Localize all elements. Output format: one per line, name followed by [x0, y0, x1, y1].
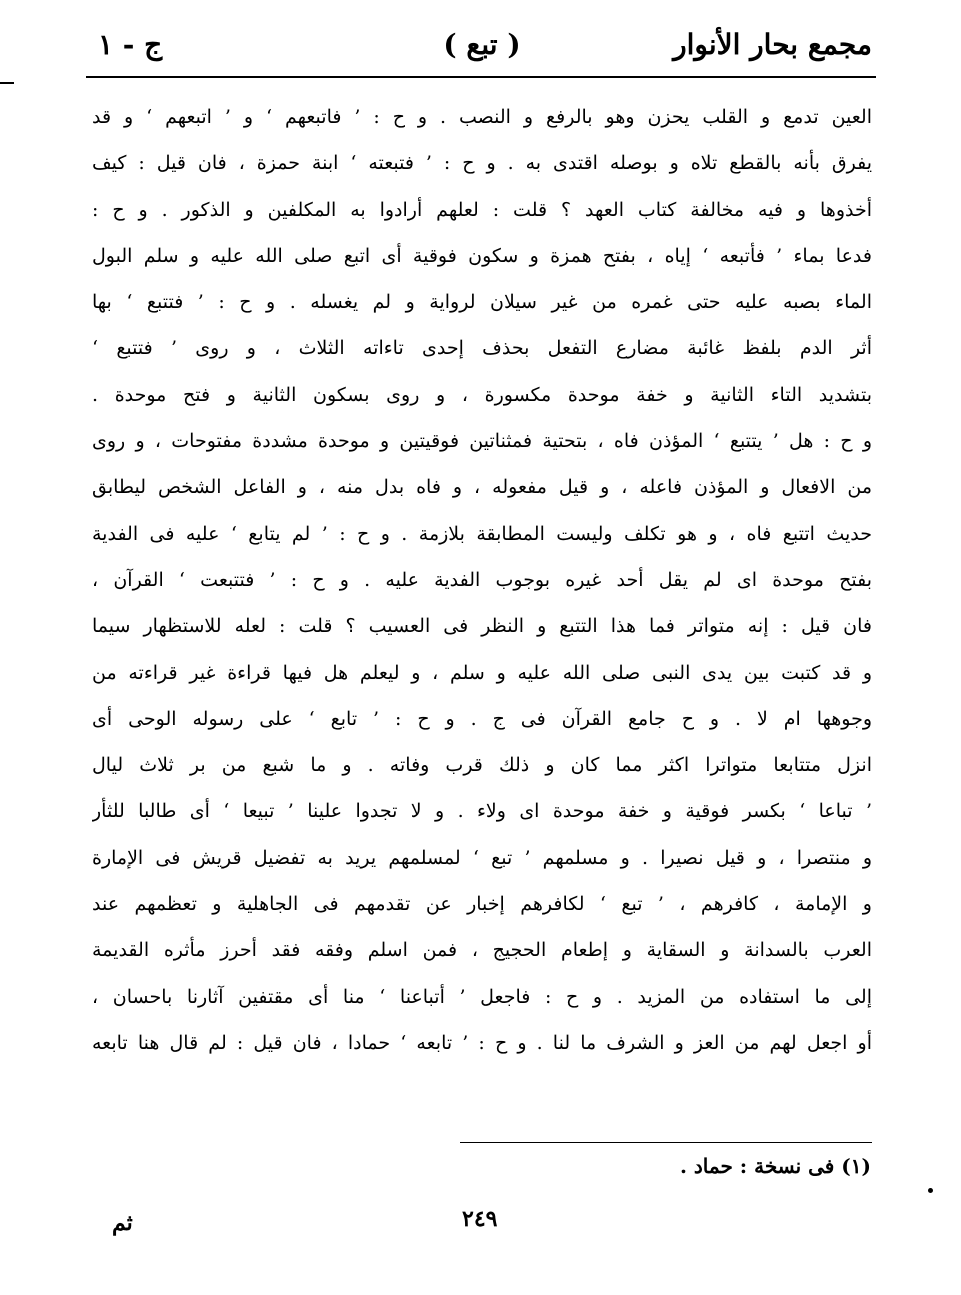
text-line: أثر الدم بلفظ غائبة مضارع التفعل بحذف إحدى تاءاته الثلاث ، و روى ’ فتتبع ‘ — [92, 337, 872, 360]
footnote-rule — [460, 1142, 872, 1143]
volume-number: ج - ١ — [98, 28, 163, 61]
text-line: و قد كتبت بين يدى النبى صلى الله عليه و سلم ، و ليعلم هل فيها قراءة غير قراءته من — [92, 661, 872, 684]
text-line: فان قيل : إنه متواتر فما هذا التتبع و النظر فى العسيب ؟ قلت : لعله للاستظهار سيما — [92, 615, 872, 638]
main-text — [92, 94, 872, 1066]
text-line: ’ تباعا ‘ بكسر فوقية و خفة موحدة اى ولاء . و لا تجدوا علينا ’ تبيعا ‘ أى طالبا للثأر — [92, 800, 872, 823]
text-line: أو اجعل لهم من العز و الشرف ما لنا . و ح : ’ تابعه ‘ حمادا ، فان قيل : لم قال هنا تابعه — [92, 1031, 872, 1054]
text-line: فدعا بماء ’ فأتبعه ‘ إياه ، بفتح همزة و سكون فوقية أى اتبع صلى الله عليه و سلم البول — [92, 244, 872, 267]
footnote: (١) فى نسخة : حماد . — [679, 1154, 871, 1178]
running-header — [92, 22, 872, 70]
text-line: العين تدمع و القلب يحزن وهو بالرفع و النصب . و ح : ’ فاتبعهم ‘ و ’ اتبعهم ‘ و قد — [92, 106, 872, 128]
text-line: إلى ما استفاده من المزيد . و ح : فاجعل ’ أتباعنا ‘ منا أى مقتفين آثارنا باحسان ، — [92, 985, 872, 1008]
text-line: حديث اتتبع فاه ، و هو تكلف وليست المطابقة بلازمة . و ح : ’ لم يتابع ‘ عليه فى الفدية — [92, 522, 872, 545]
text-line: العرب بالسدانة و السقاية و إطعام الحجيج ، فمن اسلم وفقه فقد أحرز مأثره القديمة — [92, 939, 872, 962]
text-line: و منتصرا ، و قيل نصيرا . و مسلمهم ’ تبع ‘ لمسلمهم يريد به تفضيل قريش فى الإمارة — [92, 846, 872, 869]
text-line: الماء بصبه عليه حتى غمره من غير سيلان لرواية و لم يغسله . و ح : ’ فتتبع ‘ بها — [92, 291, 872, 314]
catchword: ثم — [112, 1210, 133, 1236]
margin-dot — [928, 1188, 933, 1193]
text-line: بفتح موحدة اى لم يقل أحد غيره بوجوب الفدية عليه . و ح : ’ فتتبعت ‘ القرآن ، — [92, 568, 872, 591]
text-line: و ح : هل ’ يتتبع ‘ المؤذن فاه ، بتحتية فمثناتين فوقيتين و موحدة مشددة مفتوحات ، و روى — [92, 430, 872, 453]
entry-heading: ( تبع ) — [443, 28, 521, 61]
margin-mark — [0, 82, 14, 84]
text-line: بتشديد التاء الثانية و خفة موحدة مكسورة ، و روى بسكون الثانية و فتح موحدة . — [92, 383, 872, 406]
text-line: من الافعال و المؤذن فاعله ، و قيل مفعوله ، و فاه بدل منه ، و الفاعل الشخص ليطابق — [92, 476, 872, 499]
book-title: مجمع بحار الأنوار — [673, 28, 872, 61]
text-line: وجوهها ام لا . و ح جامع القرآن فى ج . و ح : ’ تابع ‘ على رسوله الوحى أى — [92, 707, 872, 730]
page-number: ٢٤٩ — [462, 1206, 498, 1232]
text-line: أخذوها و فيه مخالفة كتاب العهد ؟ قلت : لعلهم أرادوا به المكلفين و الذكور . و ح : — [92, 198, 872, 221]
header-rule — [86, 76, 876, 78]
text-line: انزل متتابعا متواترا اكثر مما كان و ذلك قرب وفاته . و ما شبع من بر ثلاث ليال — [92, 754, 872, 777]
text-line: يفرق بأنه بالقطع تلاه و بوصله اقتدى به . و ح : ’ فتبعته ‘ ابنة حمزة ، فان قيل : كيف — [92, 152, 872, 175]
text-line: و الإمامة ، كافرهم ، ’ تبع ‘ لكافرهم إخبار عن تقدمهم فى الجاهلية و تعظمهم عند — [92, 893, 872, 916]
